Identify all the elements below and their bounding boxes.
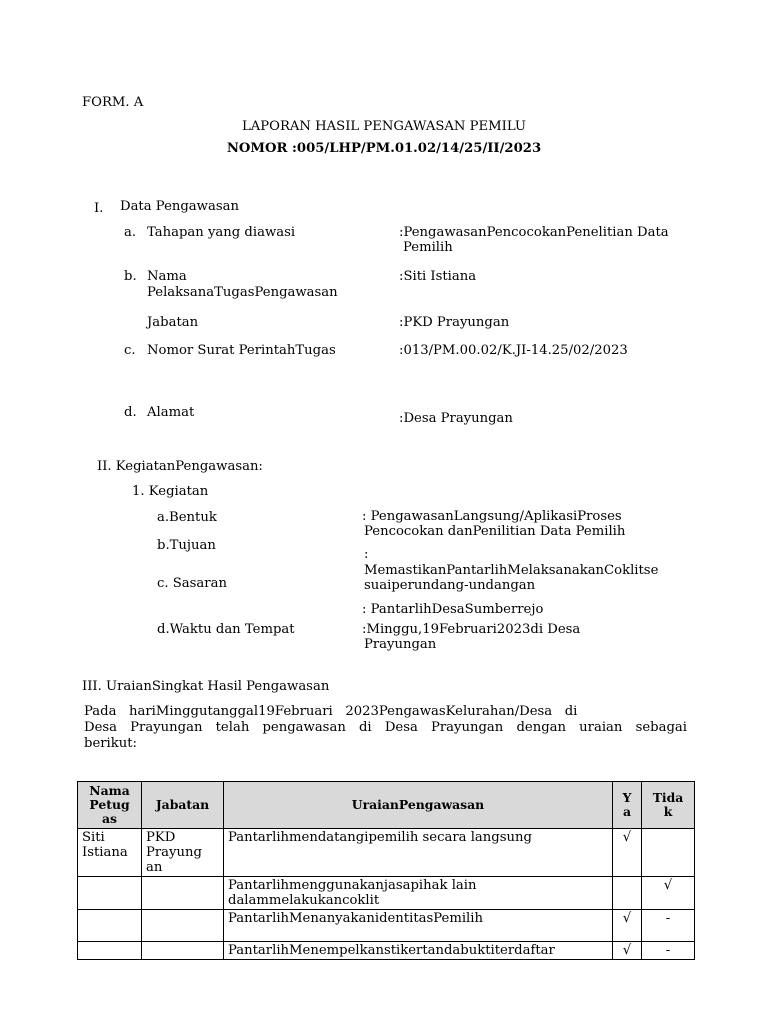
cell-jabatan — [142, 942, 224, 960]
item-c-value: :013/PM.00.02/K.JI-14.25/02/2023 — [399, 343, 628, 358]
header-nama-petugas: Nama Petug as — [78, 782, 142, 829]
supervision-table — [77, 781, 695, 960]
table-row — [78, 942, 695, 960]
cell-uraian: Pantarlihmenggunakanjasapihak lain dalammelakukancoklit — [224, 877, 613, 910]
cell-tidak: - — [642, 910, 695, 942]
item-c-label: Nomor Surat PerintahTugas — [147, 343, 336, 358]
cell-nama — [78, 910, 142, 942]
cell-ya — [613, 877, 642, 910]
cell-tidak: - — [642, 942, 695, 960]
cell-tidak: √ — [642, 877, 695, 910]
tujuan-colon: : — [364, 547, 369, 562]
item-b-value: :Siti Istiana — [399, 269, 477, 284]
cell-jabatan: PKD Prayung an — [142, 829, 224, 877]
section-3-heading: III. UraianSingkat Hasil Pengawasan — [82, 679, 330, 694]
cell-tidak — [642, 829, 695, 877]
bentuk-value-cont: Pencocokan danPenilitian Data Pemilih — [364, 524, 626, 539]
section-1-heading: Data Pengawasan — [120, 199, 239, 214]
cell-uraian: Pantarlihmendatangipemilih secara langsung — [224, 829, 613, 877]
item-b-marker: b. — [124, 269, 137, 284]
summary-line-1: Pada hariMinggutanggal19Februari 2023PengawasKelurahan/Desa di — [84, 704, 578, 719]
table-row — [78, 829, 695, 877]
cell-nama — [78, 877, 142, 910]
item-b-label-cont: PelaksanaTugasPengawasan — [147, 285, 338, 300]
waktu-tempat-value-cont: Prayungan — [364, 637, 437, 652]
kegiatan-heading: 1. Kegiatan — [132, 484, 209, 499]
cell-jabatan — [142, 910, 224, 942]
section-1-numeral: I. — [94, 201, 104, 216]
form-label: FORM. A — [82, 95, 144, 110]
cell-nama — [78, 942, 142, 960]
item-d-label: Alamat — [147, 405, 195, 420]
summary-line-3: berikut: — [84, 736, 137, 751]
item-a-value: :PengawasanPencocokanPenelitian Data — [399, 225, 669, 240]
report-number: NOMOR :005/LHP/PM.01.02/14/25/II/2023 — [226, 141, 542, 156]
bentuk-value: : PengawasanLangsung/AplikasiProses — [362, 509, 622, 524]
report-title: LAPORAN HASIL PENGAWASAN PEMILU — [242, 119, 526, 134]
cell-nama: Siti Istiana — [78, 829, 142, 877]
cell-uraian: PantarlihMenempelkanstikertandabuktiterdaftar — [224, 942, 613, 960]
item-c-marker: c. — [124, 343, 136, 358]
cell-ya: √ — [613, 942, 642, 960]
waktu-tempat-value: :Minggu,19Februari2023di Desa — [362, 622, 581, 637]
jabatan-label: Jabatan — [147, 315, 199, 330]
sasaran-label: c. Sasaran — [157, 576, 227, 591]
jabatan-value: :PKD Prayungan — [399, 315, 510, 330]
cell-uraian: PantarlihMenanyakanidentitasPemilih — [224, 910, 613, 942]
table-header-row — [78, 782, 695, 829]
cell-ya: √ — [613, 910, 642, 942]
tujuan-label: b.Tujuan — [157, 538, 216, 553]
header-uraian: UraianPengawasan — [224, 782, 613, 829]
waktu-tempat-label: d.Waktu dan Tempat — [157, 622, 295, 637]
bentuk-label: a.Bentuk — [157, 510, 217, 525]
tujuan-value: MemastikanPantarlihMelaksanakanCoklitse — [364, 563, 659, 578]
section-2-heading: II. KegiatanPengawasan: — [97, 459, 263, 474]
item-a-label: Tahapan yang diawasi — [147, 225, 296, 240]
sasaran-value: : PantarlihDesaSumberrejo — [362, 602, 544, 617]
summary-line-2: Desa Prayungan telah pengawasan di Desa Prayungan dengan uraian sebagai — [84, 720, 687, 735]
header-jabatan: Jabatan — [142, 782, 224, 829]
item-b-label: Nama — [147, 269, 187, 284]
tujuan-value-cont: suaiperundang-undangan — [364, 578, 536, 593]
item-a-value-cont: Pemilih — [403, 240, 453, 255]
table-row — [78, 910, 695, 942]
header-ya: Y a — [613, 782, 642, 829]
item-d-marker: d. — [124, 405, 137, 420]
cell-jabatan — [142, 877, 224, 910]
cell-ya: √ — [613, 829, 642, 877]
item-a-marker: a. — [124, 225, 137, 240]
header-tidak: Tida k — [642, 782, 695, 829]
item-d-value: :Desa Prayungan — [399, 411, 513, 426]
table-row — [78, 877, 695, 910]
